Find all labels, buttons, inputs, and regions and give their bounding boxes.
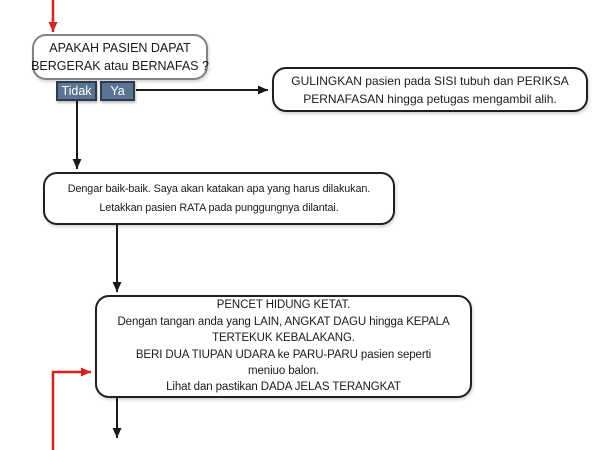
question-box (32, 34, 208, 80)
roll-line-2: PERNAFASAN hingga petugas mengambil alih. (303, 91, 557, 106)
rescue-breath-box (95, 295, 472, 398)
ya-button[interactable]: Ya (100, 81, 135, 101)
listen-instructions-box (43, 172, 395, 225)
breath-line-2: Dengan tangan anda yang LAIN, ANGKAT DAGU hingga KEPALA (117, 315, 450, 328)
breath-line-3: TERTEKUK KEBALAKANG. (212, 332, 355, 345)
breath-line-5: meniuo balon. (248, 364, 319, 377)
breath-line-1: PENCET HIDUNG KETAT. (216, 299, 351, 312)
breath-line-4: BERI DUA TIUPAN UDARA ke PARU-PARU pasien seperti (135, 348, 432, 361)
red-return-arrow (53, 372, 91, 450)
breath-line-6: Lihat dan pastikan DADA JELAS TERANGKAT (166, 381, 401, 394)
roll-patient-box (272, 67, 588, 112)
tidak-button[interactable]: Tidak (56, 81, 97, 101)
listen-line-2: Letakkan pasien RATA pada punggungnya dilantai. (99, 201, 339, 214)
question-line-1: APAKAH PASIEN DAPAT (49, 41, 191, 55)
question-line-2: BERGERAK atau BERNAFAS ? (31, 59, 209, 73)
listen-line-1: Dengar baik-baik. Saya akan katakan apa yang harus dilakukan. (67, 182, 371, 195)
roll-line-1: GULINGKAN pasien pada SISI tubuh dan PERIKSA (291, 73, 569, 88)
